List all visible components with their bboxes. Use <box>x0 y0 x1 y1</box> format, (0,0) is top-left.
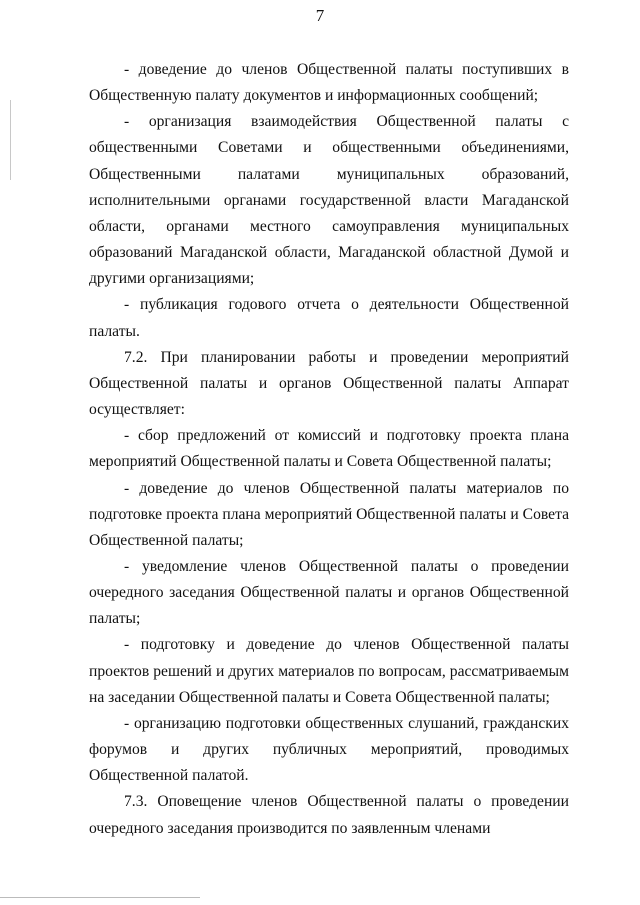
paragraph-section-7-3: 7.3. Оповещение членов Общественной палаты о проведении очередного заседания производится по заявленным членами <box>89 793 569 837</box>
scan-bottom-line <box>0 897 200 898</box>
paragraph-section-7-2: 7.2. При планировании работы и проведении мероприятий Общественной палаты и органов Общественной палаты Аппарат осуществляет: <box>89 348 569 419</box>
scan-margin-mark <box>10 100 11 180</box>
paragraph-bullet-forwarding-documents: - доведение до членов Общественной палаты поступивших в Общественную палату документов и информационных сообщений; <box>89 61 569 105</box>
paragraph-bullet-organizing-interaction: - организация взаимодействия Общественной палаты с общественными Советами и общественными объединениями, Общественными палатами муниципальных образований, исполнительными органами государственной власти Магаданской области, органами местного самоуправления муниципальных образований Магаданской области, Магаданской областной Думой и другими организациями; <box>89 113 569 288</box>
paragraph-bullet-public-hearings: - организацию подготовки общественных слушаний, гражданских форумов и других публичных мероприятий, проводимых Общественной палатой. <box>89 714 569 785</box>
page-number: 7 <box>315 6 325 25</box>
paragraph-bullet-collecting-proposals: - сбор предложений от комиссий и подготовку проекта плана мероприятий Общественной палаты и Совета Общественной палаты; <box>89 427 569 471</box>
document-body <box>89 57 569 842</box>
paragraph-bullet-preparing-drafts: - подготовку и доведение до членов Общественной палаты проектов решений и других материалов по вопросам, рассматриваемым на заседании Общественной палаты и Совета Общественной палаты; <box>89 636 569 706</box>
paragraph-bullet-forwarding-materials: - доведение до членов Общественной палаты материалов по подготовке проекта плана мероприятий Общественной палаты и Совета Общественной палаты; <box>89 479 569 549</box>
paragraph-bullet-annual-report: - публикация годового отчета о деятельности Общественной палаты. <box>89 296 569 340</box>
paragraph-bullet-notification: - уведомление членов Общественной палаты о проведении очередного заседания Общественной палаты и органов Общественной палаты; <box>89 557 569 628</box>
